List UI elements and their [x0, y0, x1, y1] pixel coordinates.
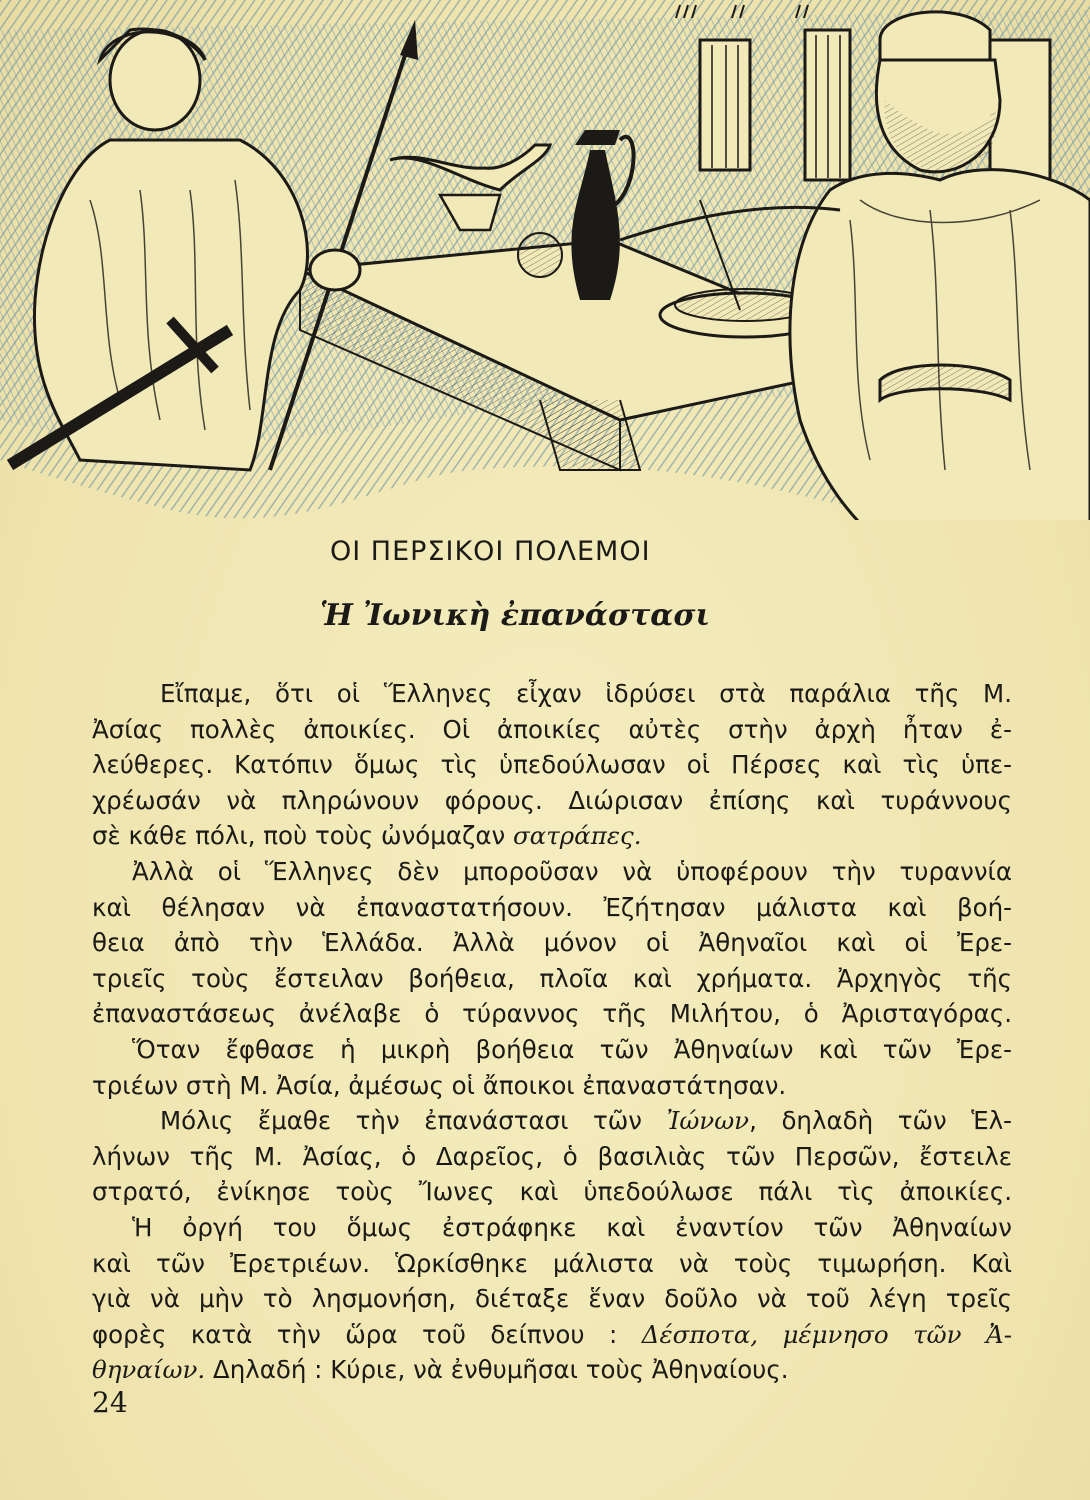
- text-line: τριεῖς τοὺς ἔστειλαν βοήθεια, πλοῖα καὶ χρήματα. Ἀρχηγὸς τῆς: [92, 963, 1012, 993]
- greek-warrior-and-persian-king-illustration: [0, 0, 1090, 520]
- text-line: Εἴπαμε, ὅτι οἱ Ἕλληνες εἶχαν ἱδρύσει στὰ παράλια τῆς Μ.: [160, 679, 1012, 708]
- text-line: Ἡ ὀργή του ὅμως ἐστράφηκε καὶ ἐναντίον τῶν Ἀθηναίων: [132, 1212, 1012, 1242]
- text-line: [92, 1103, 1012, 1139]
- text-line: θεια ἀπὸ τὴν Ἑλλάδα. Ἀλλὰ μόνον οἱ Ἀθηναῖοι καὶ οἱ Ἐρε-: [92, 928, 1012, 958]
- section-title: Ἡ Ἰωνικὴ ἐπανάστασι: [320, 598, 710, 633]
- text-line: χρέωσάν νὰ πληρώνουν φόρους. Διώρισαν ἐπίσης καὶ τυράννους: [92, 785, 1012, 815]
- text-line: Ἀλλὰ οἱ Ἕλληνες δὲν μποροῦσαν νὰ ὑποφέρουν τὴν τυραννία: [132, 856, 1012, 886]
- text-line: [92, 1352, 1012, 1388]
- text-line: [92, 818, 1012, 854]
- text-segment: σὲ κάθε πόλι, ποὺ τοὺς ὠνόμαζαν: [92, 821, 513, 851]
- text-line: ἐπαναστάσεως ἀνέλαβε ὁ τύραννος τῆς Μιλήτου, ὁ Ἀρισταγόρας.: [92, 999, 1012, 1029]
- paragraph-5: [92, 1210, 1012, 1388]
- text-line: [92, 1317, 1012, 1353]
- text-line: στρατό, ἐνίκησε τοὺς Ἴωνες καὶ ὑπεδούλωσε πάλι τὶς ἀποικίες.: [92, 1177, 1012, 1207]
- italic-quote-end: θηναίων.: [92, 1355, 206, 1385]
- italic-term-satrapes: σατράπες.: [512, 821, 642, 851]
- body-text: [92, 676, 1012, 1388]
- text-line: γιὰ νὰ μὴν τὸ λησμονήση, διέταξε ἕναν δοῦλο νὰ τοῦ λέγη τρεῖς: [92, 1284, 1012, 1314]
- text-segment: Μόλις ἔμαθε τὴν ἐπανάστασι τῶν: [160, 1106, 667, 1136]
- chapter-title: ΟΙ ΠΕΡΣΙΚΟΙ ΠΟΛΕΜΟΙ: [330, 536, 651, 567]
- text-line: λεύθερες. Κατόπιν ὅμως τὶς ὑπεδούλωσαν οἱ Πέρσες καὶ τὶς ὑπε-: [92, 750, 1012, 780]
- paragraph-2: [92, 854, 1012, 1032]
- text-line: λήνων τῆς Μ. Ἀσίας, ὁ Δαρεῖος, ὁ βασιλιὰς τῶν Περσῶν, ἔστειλε: [92, 1141, 1012, 1171]
- text-line: Ἀσίας πολλὲς ἀποικίες. Οἱ ἀποικίες αὐτὲς στὴν ἀρχὴ ἦταν ἐ-: [92, 714, 1012, 744]
- text-segment: φορὲς κατὰ τὴν ὥρα τοῦ δείπνου :: [92, 1319, 642, 1349]
- text-line: καὶ τῶν Ἐρετριέων. Ὡρκίσθηκε μάλιστα νὰ τοὺς τιμωρήση. Καὶ: [92, 1248, 1012, 1278]
- text-line: Ὅταν ἔφθασε ἡ μικρὴ βοήθεια τῶν Ἀθηναίων καὶ τῶν Ἐρε-: [132, 1034, 1012, 1064]
- text-segment: , δηλαδὴ τῶν Ἑλ-: [749, 1106, 1013, 1136]
- italic-quote: Δέσποτα, μέμνησο τῶν Ἀ-: [641, 1319, 1012, 1349]
- text-line: τριέων στὴ Μ. Ἀσία, ἀμέσως οἱ ἄποικοι ἐπαναστάτησαν.: [92, 1070, 787, 1100]
- italic-term-ionon: Ἰώνων: [666, 1106, 750, 1136]
- text-segment: Δηλαδή : Κύριε, νὰ ἐνθυμῆσαι τοὺς Ἀθηναίους.: [205, 1355, 789, 1385]
- text-line: καὶ θέλησαν νὰ ἐπαναστατήσουν. Ἐζήτησαν μάλιστα καὶ βοή-: [92, 892, 1012, 922]
- paragraph-4: [92, 1103, 1012, 1210]
- paragraph-3: [92, 1032, 1012, 1103]
- paragraph-1: [92, 676, 1012, 854]
- page-number: 24: [92, 1386, 128, 1419]
